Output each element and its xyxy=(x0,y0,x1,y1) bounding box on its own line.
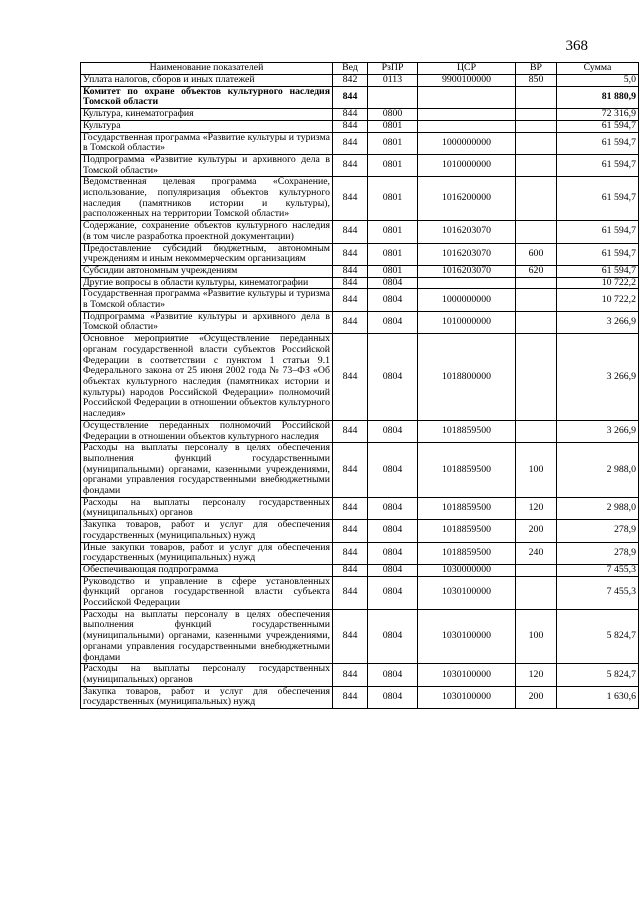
row-csr-cell: 9900100000 xyxy=(418,75,516,87)
header-ved: Вед xyxy=(333,63,368,75)
row-vr-cell: 100 xyxy=(516,443,557,498)
row-csr-cell: 1018800000 xyxy=(418,334,516,421)
table-row xyxy=(81,86,639,108)
row-csr-cell xyxy=(418,277,516,289)
page-number: 368 xyxy=(565,38,588,54)
row-csr-cell: 1016200000 xyxy=(418,177,516,221)
row-name-cell: Комитет по охране объектов культурного наследия Томской области xyxy=(81,86,333,108)
row-sum-cell: 2 988,0 xyxy=(557,497,639,519)
row-csr-cell xyxy=(418,120,516,132)
row-name-cell: Государственная программа «Развитие культуры и туризма в Томской области» xyxy=(81,132,333,154)
row-name-cell: Уплата налогов, сборов и иных платежей xyxy=(81,75,333,87)
table-row xyxy=(81,497,639,519)
row-ved-cell: 844 xyxy=(333,420,368,442)
row-name-cell: Обеспечивающая подпрограмма xyxy=(81,564,333,576)
row-sum-cell: 61 594,7 xyxy=(557,221,639,243)
row-sum-cell: 10 722,2 xyxy=(557,277,639,289)
row-rzpr-cell: 0801 xyxy=(368,177,418,221)
row-csr-cell: 1000000000 xyxy=(418,289,516,311)
table-row xyxy=(81,609,639,664)
table-row xyxy=(81,420,639,442)
row-rzpr-cell: 0801 xyxy=(368,265,418,277)
row-rzpr-cell: 0801 xyxy=(368,243,418,265)
table-row xyxy=(81,564,639,576)
row-rzpr-cell: 0804 xyxy=(368,609,418,664)
row-vr-cell xyxy=(516,289,557,311)
row-vr-cell: 200 xyxy=(516,686,557,708)
table-row xyxy=(81,109,639,121)
row-rzpr-cell: 0804 xyxy=(368,311,418,333)
row-csr-cell: 1030100000 xyxy=(418,664,516,686)
row-name-cell: Расходы на выплаты персоналу государственных (муниципальных) органов xyxy=(81,664,333,686)
row-name-cell: Расходы на выплаты персоналу государственных (муниципальных) органов xyxy=(81,497,333,519)
table-row xyxy=(81,120,639,132)
row-name-cell: Подпрограмма «Развитие культуры и архивного дела в Томской области» xyxy=(81,311,333,333)
row-ved-cell: 844 xyxy=(333,132,368,154)
row-sum-cell: 5 824,7 xyxy=(557,609,639,664)
header-name: Наименование показателей xyxy=(81,63,333,75)
row-csr-cell xyxy=(418,109,516,121)
row-csr-cell: 1010000000 xyxy=(418,154,516,176)
row-ved-cell: 844 xyxy=(333,177,368,221)
row-name-cell: Расходы на выплаты персоналу в целях обеспечения выполнения функций государственными (муниципальными) органами, казенными учреждениями, органами управления государственными внебюджетными фондами xyxy=(81,443,333,498)
row-name-cell: Ведомственная целевая программа «Сохранение, использование, популяризация объектов культурного наследия (памятников истории и культуры), расположенных на территории Томской области» xyxy=(81,177,333,221)
row-sum-cell: 61 594,7 xyxy=(557,265,639,277)
table-row xyxy=(81,334,639,421)
row-vr-cell: 600 xyxy=(516,243,557,265)
row-name-cell: Культура xyxy=(81,120,333,132)
row-rzpr-cell: 0804 xyxy=(368,542,418,564)
row-name-cell: Другие вопросы в области культуры, кинематографии xyxy=(81,277,333,289)
row-vr-cell xyxy=(516,109,557,121)
row-rzpr-cell: 0804 xyxy=(368,420,418,442)
row-csr-cell: 1016203070 xyxy=(418,221,516,243)
row-vr-cell xyxy=(516,120,557,132)
row-vr-cell: 120 xyxy=(516,497,557,519)
row-vr-cell xyxy=(516,132,557,154)
row-sum-cell: 5 824,7 xyxy=(557,664,639,686)
row-ved-cell: 844 xyxy=(333,221,368,243)
row-csr-cell: 1030000000 xyxy=(418,564,516,576)
row-rzpr-cell: 0804 xyxy=(368,520,418,542)
row-name-cell: Предоставление субсидий бюджетным, автономным учреждениям и иным некоммерческим организациям xyxy=(81,243,333,265)
row-rzpr-cell: 0800 xyxy=(368,109,418,121)
table-row xyxy=(81,132,639,154)
row-ved-cell: 844 xyxy=(333,520,368,542)
row-csr-cell: 1018859500 xyxy=(418,443,516,498)
table-row xyxy=(81,686,639,708)
row-csr-cell: 1016203070 xyxy=(418,243,516,265)
table-row xyxy=(81,542,639,564)
row-sum-cell: 278,9 xyxy=(557,542,639,564)
row-name-cell: Осуществление переданных полномочий Российской Федерации в отношении объектов культурного наследия xyxy=(81,420,333,442)
row-ved-cell: 844 xyxy=(333,243,368,265)
row-vr-cell: 200 xyxy=(516,520,557,542)
row-sum-cell: 72 316,9 xyxy=(557,109,639,121)
row-name-cell: Иные закупки товаров, работ и услуг для обеспечения государственных (муниципальных) нужд xyxy=(81,542,333,564)
row-ved-cell: 844 xyxy=(333,609,368,664)
row-name-cell: Руководство и управление в сфере установленных функций органов государственной власти субъекта Российской Федерации xyxy=(81,576,333,609)
row-vr-cell xyxy=(516,311,557,333)
row-sum-cell: 3 266,9 xyxy=(557,311,639,333)
header-sum: Сумма xyxy=(557,63,639,75)
row-rzpr-cell: 0804 xyxy=(368,686,418,708)
table-row xyxy=(81,576,639,609)
row-csr-cell: 1000000000 xyxy=(418,132,516,154)
row-csr-cell: 1030100000 xyxy=(418,686,516,708)
table-body xyxy=(81,75,639,709)
row-rzpr-cell: 0804 xyxy=(368,443,418,498)
row-sum-cell: 7 455,3 xyxy=(557,564,639,576)
row-csr-cell xyxy=(418,86,516,108)
row-csr-cell: 1018859500 xyxy=(418,520,516,542)
row-vr-cell: 850 xyxy=(516,75,557,87)
row-name-cell: Субсидии автономным учреждениям xyxy=(81,265,333,277)
row-name-cell: Закупка товаров, работ и услуг для обеспечения государственных (муниципальных) нужд xyxy=(81,520,333,542)
row-csr-cell: 1018859500 xyxy=(418,420,516,442)
row-rzpr-cell: 0804 xyxy=(368,497,418,519)
row-ved-cell: 844 xyxy=(333,564,368,576)
row-vr-cell xyxy=(516,576,557,609)
row-vr-cell xyxy=(516,221,557,243)
row-vr-cell: 120 xyxy=(516,664,557,686)
row-sum-cell: 61 594,7 xyxy=(557,177,639,221)
row-name-cell: Содержание, сохранение объектов культурного наследия (в том числе разработка проектной документации) xyxy=(81,221,333,243)
row-csr-cell: 1030100000 xyxy=(418,576,516,609)
row-sum-cell: 278,9 xyxy=(557,520,639,542)
row-name-cell: Расходы на выплаты персоналу в целях обеспечения выполнения функций государственными (муниципальными) органами, казенными учреждениями, органами управления государственными внебюджетными фондами xyxy=(81,609,333,664)
header-csr: ЦСР xyxy=(418,63,516,75)
row-vr-cell xyxy=(516,277,557,289)
table-row xyxy=(81,289,639,311)
table-row xyxy=(81,443,639,498)
row-rzpr-cell: 0801 xyxy=(368,120,418,132)
table-row xyxy=(81,221,639,243)
row-ved-cell: 844 xyxy=(333,109,368,121)
row-rzpr-cell: 0804 xyxy=(368,564,418,576)
row-sum-cell: 7 455,3 xyxy=(557,576,639,609)
table-row xyxy=(81,311,639,333)
row-vr-cell xyxy=(516,86,557,108)
row-csr-cell: 1030100000 xyxy=(418,609,516,664)
row-name-cell: Государственная программа «Развитие культуры и туризма в Томской области» xyxy=(81,289,333,311)
table-row xyxy=(81,75,639,87)
table-row xyxy=(81,154,639,176)
row-ved-cell: 844 xyxy=(333,334,368,421)
row-csr-cell: 1016203070 xyxy=(418,265,516,277)
row-ved-cell: 844 xyxy=(333,497,368,519)
row-vr-cell xyxy=(516,564,557,576)
row-rzpr-cell: 0804 xyxy=(368,334,418,421)
row-ved-cell: 844 xyxy=(333,443,368,498)
row-ved-cell: 844 xyxy=(333,277,368,289)
row-name-cell: Закупка товаров, работ и услуг для обеспечения государственных (муниципальных) нужд xyxy=(81,686,333,708)
row-vr-cell xyxy=(516,420,557,442)
row-sum-cell: 3 266,9 xyxy=(557,334,639,421)
row-ved-cell: 844 xyxy=(333,576,368,609)
table-header-row xyxy=(81,63,639,75)
row-rzpr-cell: 0113 xyxy=(368,75,418,87)
row-ved-cell: 844 xyxy=(333,686,368,708)
header-vr: ВР xyxy=(516,63,557,75)
row-ved-cell: 844 xyxy=(333,542,368,564)
row-rzpr-cell: 0804 xyxy=(368,576,418,609)
row-name-cell: Основное мероприятие «Осуществление переданных органам государственной власти субъектов Российской Федерации в соответствии с пунктом 1 статьи 9.1 Федерального закона от 25 июня 2002 года № 73–ФЗ «Об объектах культурного наследия (памятниках истории и культуры) народов Российской Федерации» полномочий Российской Федерации в отношении объектов культурного наследия» xyxy=(81,334,333,421)
row-csr-cell: 1018859500 xyxy=(418,497,516,519)
row-rzpr-cell: 0801 xyxy=(368,132,418,154)
row-rzpr-cell: 0801 xyxy=(368,221,418,243)
row-ved-cell: 844 xyxy=(333,289,368,311)
row-sum-cell: 3 266,9 xyxy=(557,420,639,442)
row-vr-cell xyxy=(516,154,557,176)
row-vr-cell xyxy=(516,177,557,221)
row-sum-cell: 81 880,9 xyxy=(557,86,639,108)
row-csr-cell: 1018859500 xyxy=(418,542,516,564)
row-sum-cell: 2 988,0 xyxy=(557,443,639,498)
row-ved-cell: 844 xyxy=(333,664,368,686)
row-vr-cell: 620 xyxy=(516,265,557,277)
row-ved-cell: 842 xyxy=(333,75,368,87)
row-ved-cell: 844 xyxy=(333,265,368,277)
row-sum-cell: 61 594,7 xyxy=(557,243,639,265)
row-rzpr-cell xyxy=(368,86,418,108)
row-ved-cell: 844 xyxy=(333,154,368,176)
row-sum-cell: 61 594,7 xyxy=(557,154,639,176)
row-ved-cell: 844 xyxy=(333,311,368,333)
row-name-cell: Подпрограмма «Развитие культуры и архивного дела в Томской области» xyxy=(81,154,333,176)
table-row xyxy=(81,177,639,221)
row-csr-cell: 1010000000 xyxy=(418,311,516,333)
budget-table xyxy=(80,62,639,709)
row-rzpr-cell: 0801 xyxy=(368,154,418,176)
row-sum-cell: 1 630,6 xyxy=(557,686,639,708)
row-sum-cell: 61 594,7 xyxy=(557,132,639,154)
table-row xyxy=(81,277,639,289)
table-row xyxy=(81,520,639,542)
table-row xyxy=(81,243,639,265)
table-row xyxy=(81,664,639,686)
row-vr-cell xyxy=(516,334,557,421)
row-sum-cell: 61 594,7 xyxy=(557,120,639,132)
row-sum-cell: 5,0 xyxy=(557,75,639,87)
row-vr-cell: 100 xyxy=(516,609,557,664)
row-name-cell: Культура, кинематография xyxy=(81,109,333,121)
row-sum-cell: 10 722,2 xyxy=(557,289,639,311)
row-rzpr-cell: 0804 xyxy=(368,289,418,311)
row-ved-cell: 844 xyxy=(333,86,368,108)
header-rzpr: РзПР xyxy=(368,63,418,75)
row-rzpr-cell: 0804 xyxy=(368,664,418,686)
row-ved-cell: 844 xyxy=(333,120,368,132)
row-rzpr-cell: 0804 xyxy=(368,277,418,289)
table-row xyxy=(81,265,639,277)
row-vr-cell: 240 xyxy=(516,542,557,564)
